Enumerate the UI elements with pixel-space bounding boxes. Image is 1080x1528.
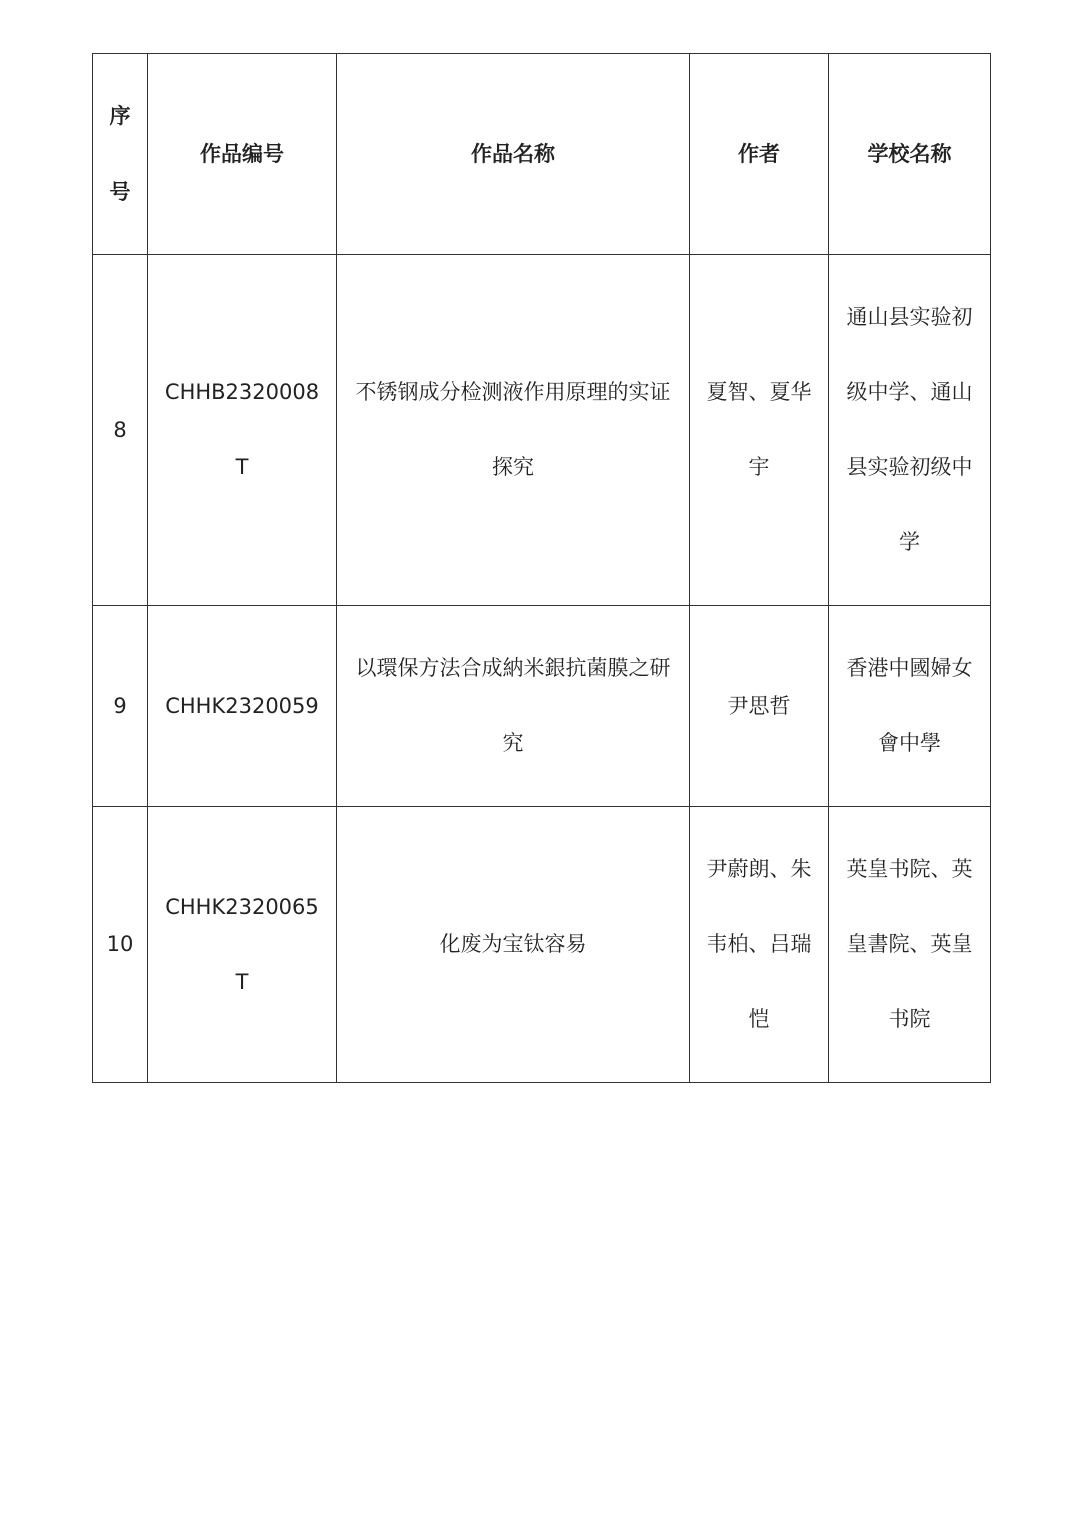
cell-author: 尹思哲 — [690, 606, 829, 807]
table-header-row — [93, 54, 991, 255]
header-seq: 序号 — [93, 54, 148, 255]
cell-code: CHHK2320065T — [148, 807, 337, 1083]
award-table — [92, 53, 991, 1083]
table-row — [93, 606, 991, 807]
cell-school: 通山县实验初级中学、通山县实验初级中学 — [829, 255, 991, 606]
cell-school: 香港中國婦女會中學 — [829, 606, 991, 807]
cell-seq: 9 — [93, 606, 148, 807]
cell-code: CHHK2320059 — [148, 606, 337, 807]
cell-author: 夏智、夏华宇 — [690, 255, 829, 606]
cell-seq: 10 — [93, 807, 148, 1083]
cell-code: CHHB2320008T — [148, 255, 337, 606]
cell-author: 尹蔚朗、朱韦柏、吕瑞恺 — [690, 807, 829, 1083]
header-author: 作者 — [690, 54, 829, 255]
header-title: 作品名称 — [337, 54, 690, 255]
cell-seq: 8 — [93, 255, 148, 606]
header-code: 作品编号 — [148, 54, 337, 255]
cell-title: 不锈钢成分检测液作用原理的实证探究 — [337, 255, 690, 606]
cell-title: 以環保方法合成納米銀抗菌膜之研究 — [337, 606, 690, 807]
cell-title: 化废为宝钛容易 — [337, 807, 690, 1083]
table-row — [93, 255, 991, 606]
cell-school: 英皇书院、英皇書院、英皇书院 — [829, 807, 991, 1083]
header-school: 学校名称 — [829, 54, 991, 255]
table-row — [93, 807, 991, 1083]
